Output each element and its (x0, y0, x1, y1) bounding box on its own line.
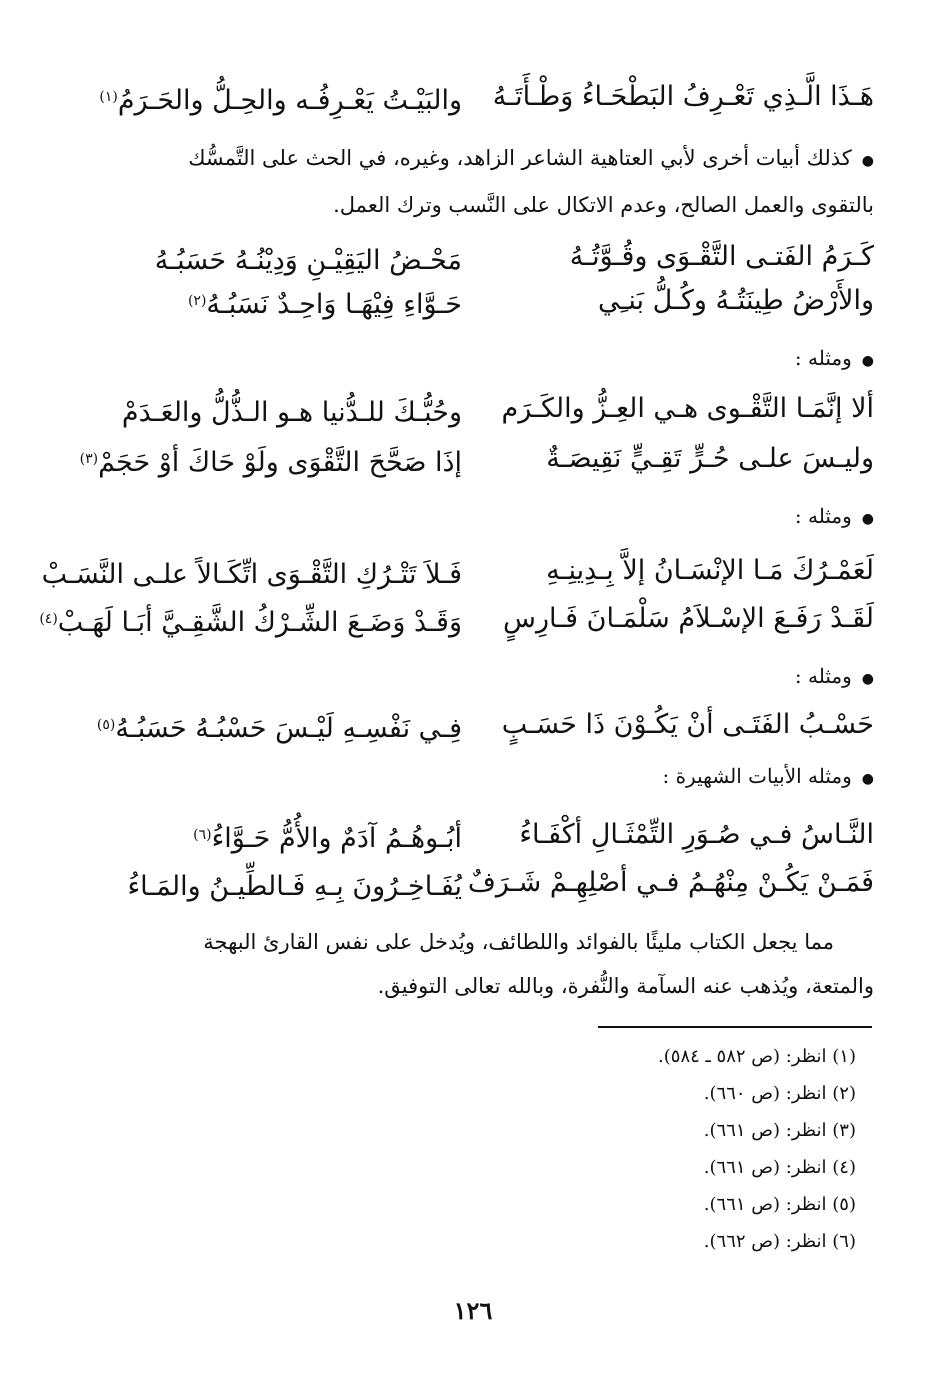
verse-text: وحُبُّـكَ للـدُّنيا هـو الـذُّلُّ والعَـدَمْ (121, 397, 462, 428)
verse-hemistich-second (72, 278, 462, 328)
page-number: ١٢٦ (453, 1296, 493, 1325)
footnote-marker: (٦) (193, 827, 212, 843)
intro-text: ومثله : (794, 504, 852, 528)
footnote: (٢) انظر: (ص ٦٦٠). (703, 1083, 856, 1104)
verse-hemistich-first: ألا إنَّمَـا التَّقْـوى هـي العِـزُّ والكَـرَم (501, 393, 874, 424)
bullet-icon: ● (861, 153, 874, 169)
verse-line (39, 596, 874, 642)
footnote-marker: (١) (99, 89, 118, 105)
paragraph-line (70, 136, 874, 183)
footnote: (٦) انظر: (ص ٦٦٢). (703, 1231, 856, 1252)
paragraph-text: كذلك أبيات أخرى لأبي العتاهية الشاعر الزاهد، وغيره، في الحث على التَّمسُّك (188, 146, 852, 170)
bullet-icon: ● (861, 671, 874, 687)
verse-hemistich-second (72, 436, 462, 486)
verse-hemistich-first: لَعَمْـرُكَ مَـا الإنْسَـانُ إلاَّ بِـدِينِـهِ (546, 555, 874, 586)
verse-hemistich-first: لَقَـدْ رَفَـعَ الإسْـلاَمُ سَلْمَـانَ فَـارِسٍ (503, 603, 874, 634)
verse-text: وَقَـدْ وَضَـعَ الشِّـرْكُ الشَّقِـيَّ أبَـا لَهَـبْ (57, 607, 462, 638)
verse-text: إذَا صَحَّحَ التَّقْوَى ولَوْ حَاكَ أوْ حَجَمْ (98, 447, 462, 478)
verse-hemistich-second (41, 548, 462, 598)
verse-line (72, 860, 874, 906)
intro-text: ومثله : (794, 346, 852, 370)
verse-text: مَحْـضُ اليَقِيْـنِ وَدِيْنُـهُ حَسَبُـهُ (154, 245, 462, 276)
verse-text: أبُـوهُـمُ آدَمٌ والأُمُّ حَـوَّاءُ (211, 823, 462, 854)
bullet-icon: ● (861, 511, 874, 527)
paragraph-line: بالتقوى والعمل الصالح، وعدم الاتكال على النَّسب وترك العمل. (333, 193, 874, 217)
verse-line (72, 278, 874, 324)
footnote-separator (598, 1026, 872, 1028)
verse-text: والبَيْـتُ يَعْـرِفُـه والحِـلُّ والحَـرَمُ (117, 85, 462, 116)
verse-text: فَـلاَ تَتْـرُكِ التَّقْـوَى اتِّكَـالاً علـى النَّسَـبْ (41, 559, 462, 590)
footnote: (١) انظر: (ص ٥٨٢ ـ ٥٨٤). (658, 1046, 856, 1067)
section-intro (795, 656, 874, 699)
footnote: (٥) انظر: (ص ٦٦١). (703, 1194, 856, 1215)
verse-hemistich-second (72, 812, 462, 862)
verse-line (72, 702, 874, 748)
section-intro (662, 756, 874, 799)
verse-line (72, 812, 874, 858)
verse-hemistich-first: فَمَـنْ يَكُـنْ مِنْهُـمُ فـي أصْلِهِـمْ شَـرَفٌ (467, 867, 874, 898)
verse-hemistich-first: وليـسَ علـى حُـرٍّ تَقِـيٍّ نَقِيصَـةٌ (546, 443, 874, 474)
verse-hemistich-second (39, 596, 462, 646)
intro-text: ومثله : (794, 664, 852, 688)
verse-line (72, 386, 874, 432)
verse-hemistich-first: النَّـاسُ فـي صُـوَرِ التِّمْثَـالِ أكْفَـاءُ (519, 819, 874, 850)
verse-line (72, 74, 874, 120)
footnote-marker: (٢) (187, 293, 207, 309)
verse-hemistich-second (72, 702, 462, 752)
section-intro (795, 338, 874, 381)
paragraph (70, 920, 874, 1008)
paragraph-line: والمتعة، ويُذهب عنه السآمة والنُّفرة، وبالله تعالى التوفيق. (377, 974, 874, 998)
verse-hemistich-second (72, 234, 462, 284)
footnote-marker: (٥) (96, 717, 116, 733)
footnote-marker: (٤) (39, 611, 58, 627)
bullet-icon: ● (861, 353, 874, 369)
verse-line (72, 436, 874, 482)
bullet-icon: ● (861, 771, 874, 787)
verse-hemistich-first: كَـرَمُ الفَتـى التَّقْـوَى وقُـوَّتُـهُ (569, 241, 874, 272)
verse-text: فِـي نَفْسِـهِ لَيْـسَ حَسْبُـهُ حَسَبُـهُ (115, 713, 462, 744)
paragraph-line: مما يجعل الكتاب مليئًا بالفوائد واللطائف، ويُدخل على نفس القارئ البهجة (203, 930, 834, 954)
footnote: (٣) انظر: (ص ٦٦١). (703, 1120, 856, 1141)
footnote-marker: (٣) (79, 451, 99, 467)
verse-hemistich-first: والأَرْضُ طِينَتُـهُ وكُـلُّ بَنـِي (597, 285, 874, 316)
section-intro (795, 496, 874, 539)
verse-hemistich-second (72, 74, 462, 124)
footnote: (٤) انظر: (ص ٦٦١). (703, 1157, 856, 1178)
verse-text: يُفَـاخِـرُونَ بِـهِ فَـالطِّيـنُ والمَـاءُ (127, 871, 462, 902)
verse-hemistich-first: هَـذَا الَّـذِي تَعْـرِفُ البَطْحَـاءُ وَطْـأَتَـهُ (492, 81, 874, 112)
intro-text: ومثله الأبيات الشهيرة : (662, 764, 852, 788)
verse-line (41, 548, 874, 594)
verse-text: حَـوَّاءِ فِيْهَـا وَاحِـدٌ نَسَبُـهُ (206, 289, 462, 320)
verse-line (72, 234, 874, 280)
verse-hemistich-second (72, 386, 462, 436)
paragraph (70, 136, 874, 227)
verse-hemistich-first: حَسْـبُ الفَتَـى أنْ يَكُـوْنَ ذَا حَسَـبٍ (501, 709, 874, 740)
verse-hemistich-second (72, 860, 462, 910)
